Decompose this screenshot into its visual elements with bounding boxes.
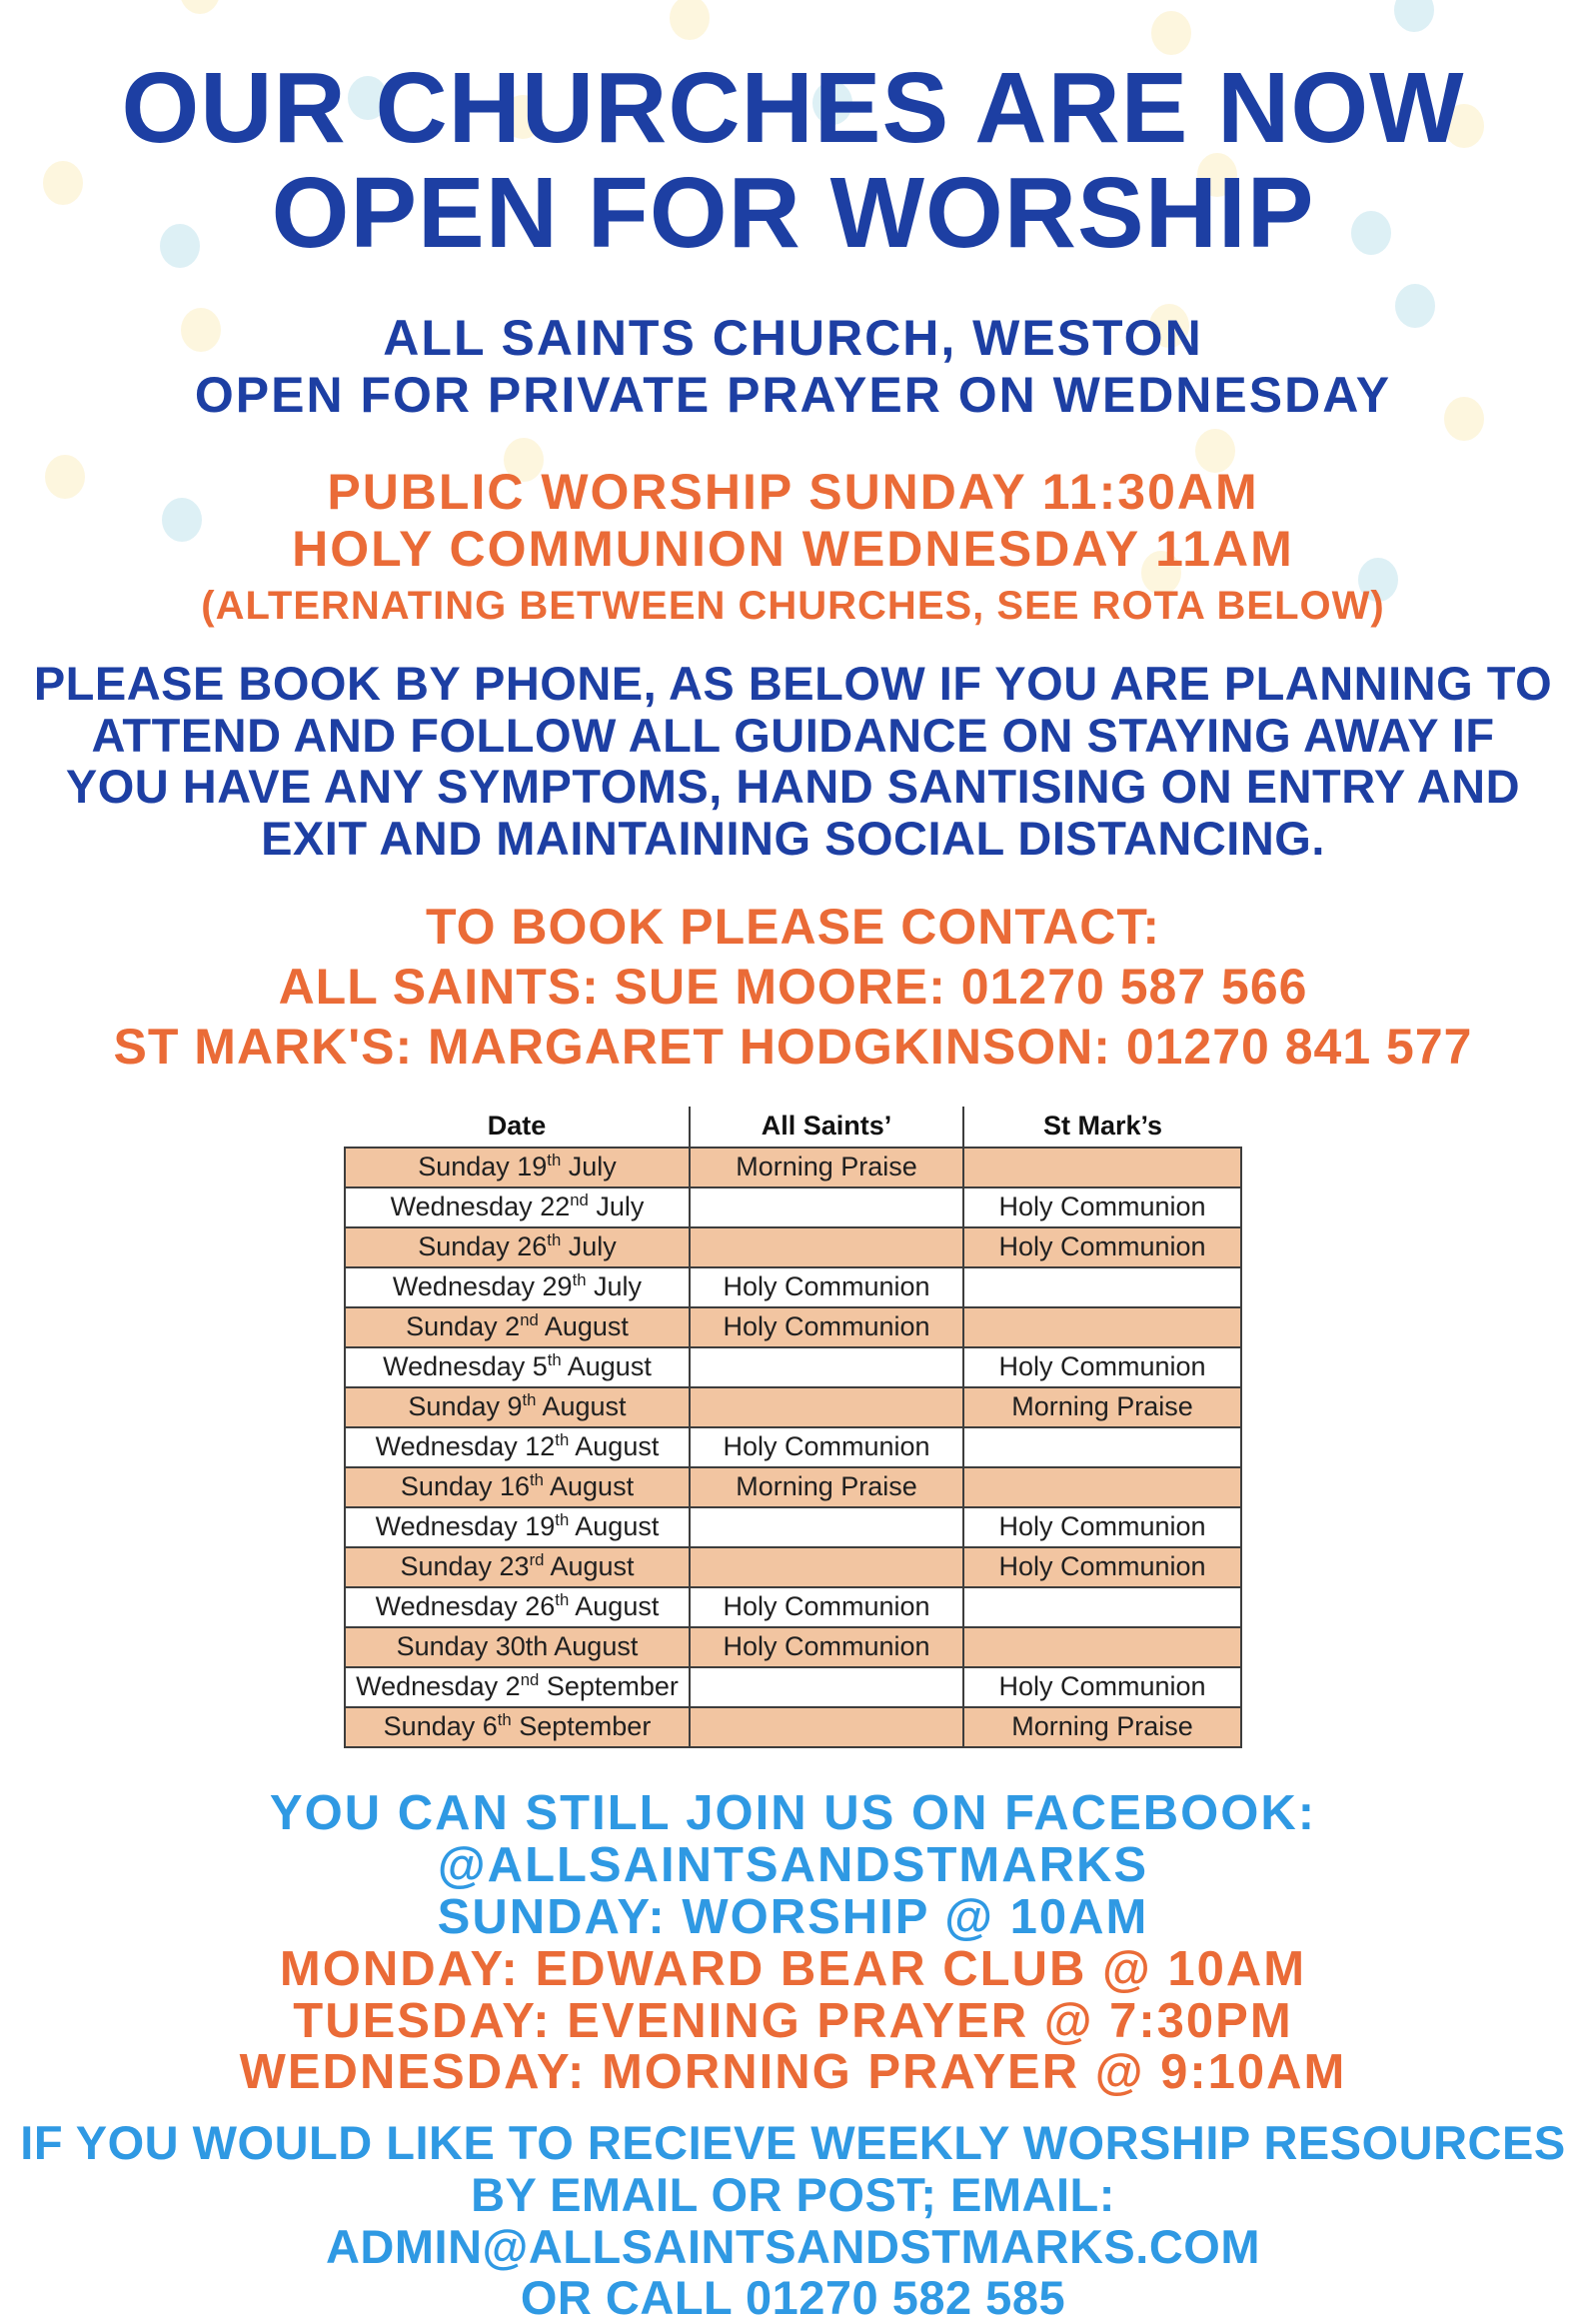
rota-header-all-saints: All Saints’	[690, 1107, 963, 1148]
rota-row	[345, 1507, 1241, 1547]
contact-line: TO BOOK PLEASE CONTACT:	[425, 898, 1161, 955]
weekday-service-line: WEDNESDAY: MORNING PRAYER @ 9:10AM	[239, 2045, 1347, 2100]
rota-date-cell: Sunday 2nd August	[345, 1307, 690, 1347]
rota-row	[345, 1707, 1241, 1747]
service-times	[292, 464, 1294, 578]
subtitle-line: OPEN FOR PRIVATE PRAYER ON WEDNESDAY	[194, 367, 1392, 423]
service-time-line: PUBLIC WORSHIP SUNDAY 11:30AM	[327, 464, 1259, 520]
rota-date-cell: Wednesday 19th August	[345, 1507, 690, 1547]
rota-all-saints-cell	[690, 1547, 963, 1587]
booking-notice-line: YOU HAVE ANY SYMPTOMS, HAND SANTISING ON ENTRY AND	[65, 760, 1521, 814]
booking-notice-line: ATTEND AND FOLLOW ALL GUIDANCE ON STAYING AWAY IF	[91, 708, 1495, 762]
rota-date-cell: Wednesday 12th August	[345, 1427, 690, 1467]
rota-all-saints-cell	[690, 1347, 963, 1387]
rota-date-cell: Sunday 19th July	[345, 1148, 690, 1187]
facebook-line: YOU CAN STILL JOIN US ON FACEBOOK:	[269, 1785, 1317, 1840]
resources-line: OR CALL 01270 582 585	[520, 2271, 1066, 2324]
rota-date-cell: Wednesday 5th August	[345, 1347, 690, 1387]
rota-table-body	[345, 1148, 1241, 1747]
rota-date-cell: Sunday 6th September	[345, 1707, 690, 1747]
resources-line: ADMIN@ALLSAINTSANDSTMARKS.COM	[325, 2219, 1260, 2273]
rota-all-saints-cell: Holy Communion	[690, 1307, 963, 1347]
rota-date-cell: Wednesday 22nd July	[345, 1187, 690, 1227]
resources-line: IF YOU WOULD LIKE TO RECIEVE WEEKLY WORSHIP RESOURCES	[20, 2116, 1566, 2170]
rota-st-marks-cell: Morning Praise	[963, 1387, 1241, 1427]
rota-st-marks-cell	[963, 1427, 1241, 1467]
rota-row	[345, 1347, 1241, 1387]
rota-date-cell: Sunday 30th August	[345, 1627, 690, 1667]
rota-row	[345, 1307, 1241, 1347]
rota-date-cell: Sunday 26th July	[345, 1227, 690, 1267]
rota-all-saints-cell	[690, 1387, 963, 1427]
rota-all-saints-cell	[690, 1187, 963, 1227]
rota-row	[345, 1547, 1241, 1587]
rota-row	[345, 1467, 1241, 1507]
rota-all-saints-cell: Holy Communion	[690, 1267, 963, 1307]
rota-all-saints-cell	[690, 1227, 963, 1267]
contact-line: ST MARK'S: MARGARET HODGKINSON: 01270 841 577	[113, 1018, 1473, 1075]
rota-row	[345, 1187, 1241, 1227]
rota-st-marks-cell	[963, 1587, 1241, 1627]
rota-st-marks-cell: Holy Communion	[963, 1547, 1241, 1587]
rota-row	[345, 1627, 1241, 1667]
rota-all-saints-cell	[690, 1507, 963, 1547]
rota-st-marks-cell: Morning Praise	[963, 1707, 1241, 1747]
rota-all-saints-cell: Holy Communion	[690, 1427, 963, 1467]
rota-date-cell: Sunday 9th August	[345, 1387, 690, 1427]
page-title	[121, 52, 1465, 269]
booking-notice	[34, 658, 1552, 865]
rota-header-date: Date	[345, 1107, 690, 1148]
rota-table	[344, 1107, 1242, 1748]
rota-header-st-marks: St Mark’s	[963, 1107, 1241, 1148]
rota-header-row	[345, 1107, 1241, 1148]
rota-row	[345, 1387, 1241, 1427]
resources-line: BY EMAIL OR POST; EMAIL:	[471, 2168, 1115, 2222]
rota-st-marks-cell: Holy Communion	[963, 1667, 1241, 1707]
rota-st-marks-cell	[963, 1627, 1241, 1667]
facebook-line: @ALLSAINTSANDSTMARKS	[437, 1837, 1149, 1892]
weekday-services	[239, 1941, 1347, 2100]
rota-st-marks-cell: Holy Communion	[963, 1507, 1241, 1547]
rota-date-cell: Sunday 16th August	[345, 1467, 690, 1507]
rota-all-saints-cell: Holy Communion	[690, 1627, 963, 1667]
rota-all-saints-cell	[690, 1707, 963, 1747]
weekday-service-line: MONDAY: EDWARD BEAR CLUB @ 10AM	[279, 1941, 1307, 1996]
facebook-line: SUNDAY: WORSHIP @ 10AM	[437, 1889, 1149, 1944]
rota-st-marks-cell	[963, 1307, 1241, 1347]
subtitle-line: ALL SAINTS CHURCH, WESTON	[383, 310, 1203, 366]
service-time-line: HOLY COMMUNION WEDNESDAY 11AM	[292, 521, 1294, 577]
rota-date-cell: Sunday 23rd August	[345, 1547, 690, 1587]
rota-all-saints-cell: Morning Praise	[690, 1467, 963, 1507]
title-line: OUR CHURCHES ARE NOW	[121, 52, 1465, 164]
contact-info	[114, 897, 1473, 1077]
rota-date-cell: Wednesday 2nd September	[345, 1667, 690, 1707]
rota-date-cell: Wednesday 29th July	[345, 1267, 690, 1307]
rota-all-saints-cell: Holy Communion	[690, 1587, 963, 1627]
rota-row	[345, 1587, 1241, 1627]
rota-st-marks-cell: Holy Communion	[963, 1347, 1241, 1387]
rota-row	[345, 1227, 1241, 1267]
rota-st-marks-cell: Holy Communion	[963, 1187, 1241, 1227]
rota-row	[345, 1148, 1241, 1187]
rota-row	[345, 1427, 1241, 1467]
rota-row	[345, 1267, 1241, 1307]
rota-row	[345, 1667, 1241, 1707]
rota-st-marks-cell	[963, 1467, 1241, 1507]
rota-date-cell: Wednesday 26th August	[345, 1587, 690, 1627]
rota-st-marks-cell	[963, 1148, 1241, 1187]
rota-st-marks-cell: Holy Communion	[963, 1227, 1241, 1267]
booking-notice-line: PLEASE BOOK BY PHONE, AS BELOW IF YOU ARE PLANNING TO	[33, 657, 1553, 710]
resources-info	[20, 2117, 1565, 2324]
rota-all-saints-cell	[690, 1667, 963, 1707]
facebook-info	[269, 1785, 1317, 1944]
weekday-service-line: TUESDAY: EVENING PRAYER @ 7:30PM	[293, 1993, 1293, 2048]
subtitle	[195, 310, 1391, 424]
title-line: OPEN FOR WORSHIP	[271, 157, 1315, 269]
contact-line: ALL SAINTS: SUE MOORE: 01270 587 566	[278, 958, 1308, 1015]
rota-all-saints-cell: Morning Praise	[690, 1148, 963, 1187]
rota-st-marks-cell	[963, 1267, 1241, 1307]
booking-notice-line: EXIT AND MAINTAINING SOCIAL DISTANCING.	[261, 812, 1325, 866]
service-times-note: (ALTERNATING BETWEEN CHURCHES, SEE ROTA BELOW)	[201, 584, 1385, 628]
